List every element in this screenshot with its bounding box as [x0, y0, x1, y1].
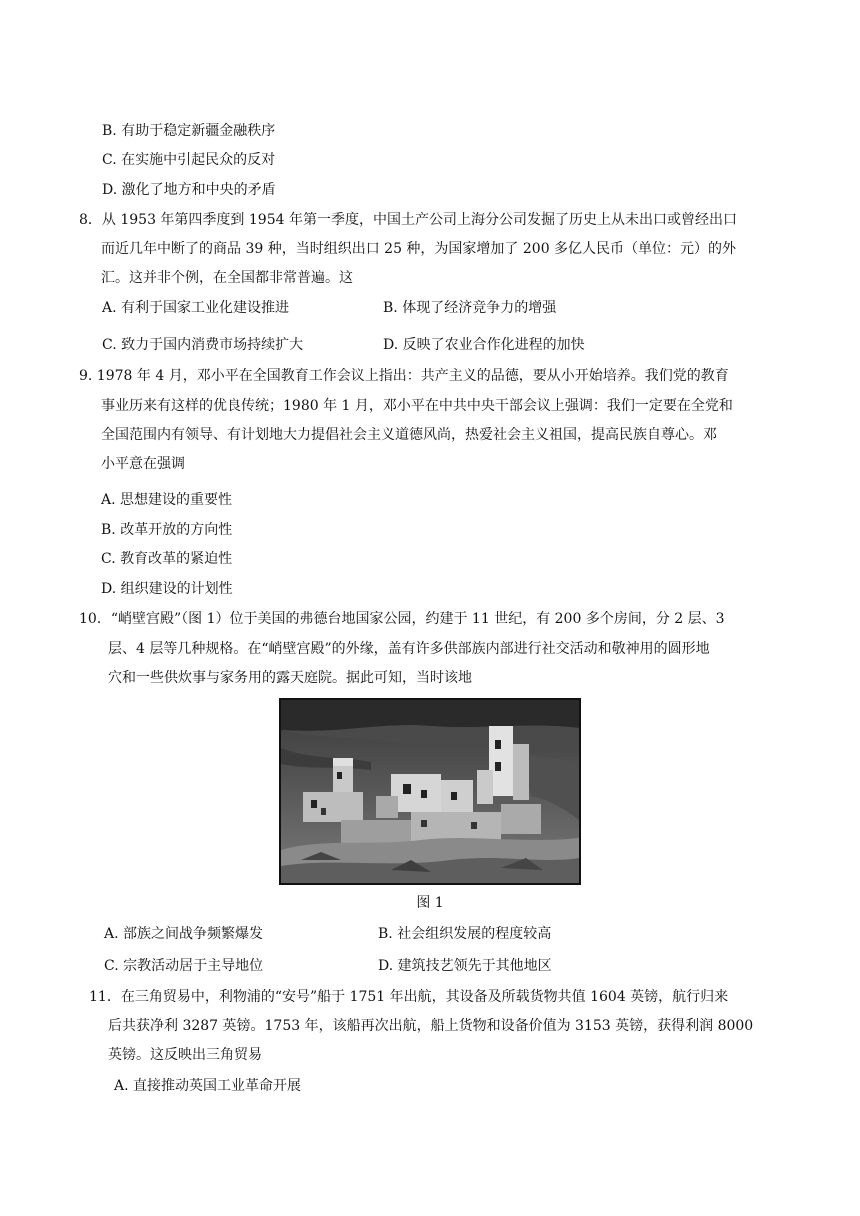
- q7-option-b: B. 有助于稳定新疆金融秩序: [102, 123, 276, 139]
- q11-stem-line-2: 后共获净利 3287 英镑。1753 年，该船再次出航，船上货物和设备价值为 3153 英镑，获得利润 8000: [108, 1018, 754, 1034]
- q10-stem-line-2: 层、4 层等几种规格。在“峭壁宫殿”的外缘，盖有许多供部族内部进行社交活动和敬神用的圆形地: [108, 641, 710, 657]
- q10-option-c: C. 宗教活动居于主导地位: [104, 958, 264, 974]
- q11-stem-line-3: 英镑。这反映出三角贸易: [108, 1047, 262, 1063]
- q10-stem-line-1: 10．“峭壁宫殿”（图 1）位于美国的弗德台地国家公园，约建于 11 世纪，有 200 多个房间，分 2 层、3: [79, 611, 725, 627]
- q9-option-a: A. 思想建设的重要性: [101, 492, 233, 508]
- q7-option-c: C. 在实施中引起民众的反对: [102, 152, 276, 168]
- q8-stem-line-2: 而近几年中断了的商品 39 种，当时组织出口 25 种，为国家增加了 200 多亿人民币（单位：元）的外: [101, 241, 737, 257]
- q9-option-b: B. 改革开放的方向性: [101, 522, 233, 538]
- q8-option-a: A. 有利于国家工业化建设推进: [102, 300, 290, 316]
- q8-option-c: C. 致力于国内消费市场持续扩大: [102, 337, 304, 353]
- q8-stem-line-1: 8．从 1953 年第四季度到 1954 年第一季度，中国土产公司上海分公司发掘了历史上从未出口或曾经出口: [79, 212, 737, 228]
- q8-stem-line-3: 汇。这并非个例，在全国都非常普遍。这: [101, 270, 353, 286]
- q7-option-d: D. 激化了地方和中央的矛盾: [102, 182, 276, 198]
- q10-stem-line-3: 穴和一些供炊事与家务用的露天庭院。据此可知，当时该地: [108, 670, 472, 686]
- q11-option-a: A. 直接推动英国工业革命开展: [114, 1078, 302, 1094]
- q11-stem-line-1: 11．在三角贸易中，利物浦的“安号”船于 1751 年出航，其设备及所载货物共值 1604 英镑，航行归来: [89, 989, 729, 1005]
- q9-stem-line-3: 全国范围内有领导、有计划地大力提倡社会主义道德风尚，热爱社会主义祖国，提高民族自尊心。邓: [101, 427, 717, 443]
- q9-option-d: D. 组织建设的计划性: [101, 581, 233, 597]
- q10-option-d: D. 建筑技艺领先于其他地区: [378, 958, 552, 974]
- cliff-palace-photo: [279, 698, 581, 885]
- q9-stem-line-4: 小平意在强调: [101, 456, 185, 472]
- q8-option-b: B. 体现了经济竞争力的增强: [383, 300, 557, 316]
- q9-option-c: C. 教育改革的紧迫性: [101, 551, 233, 567]
- q8-option-d: D. 反映了农业合作化进程的加快: [383, 337, 585, 353]
- q10-option-a: A. 部族之间战争频繁爆发: [104, 926, 264, 942]
- figure-caption: 图 1: [416, 895, 444, 911]
- q9-stem-line-2: 事业历来有这样的优良传统；1980 年 1 月，邓小平在中共中央干部会议上强调：我们一定要在全党和: [101, 398, 733, 414]
- q9-stem-line-1: 9. 1978 年 4 月，邓小平在全国教育工作会议上指出：共产主义的品德，要从小开始培养。我们党的教育: [79, 368, 729, 384]
- q10-option-b: B. 社会组织发展的程度较高: [378, 926, 552, 942]
